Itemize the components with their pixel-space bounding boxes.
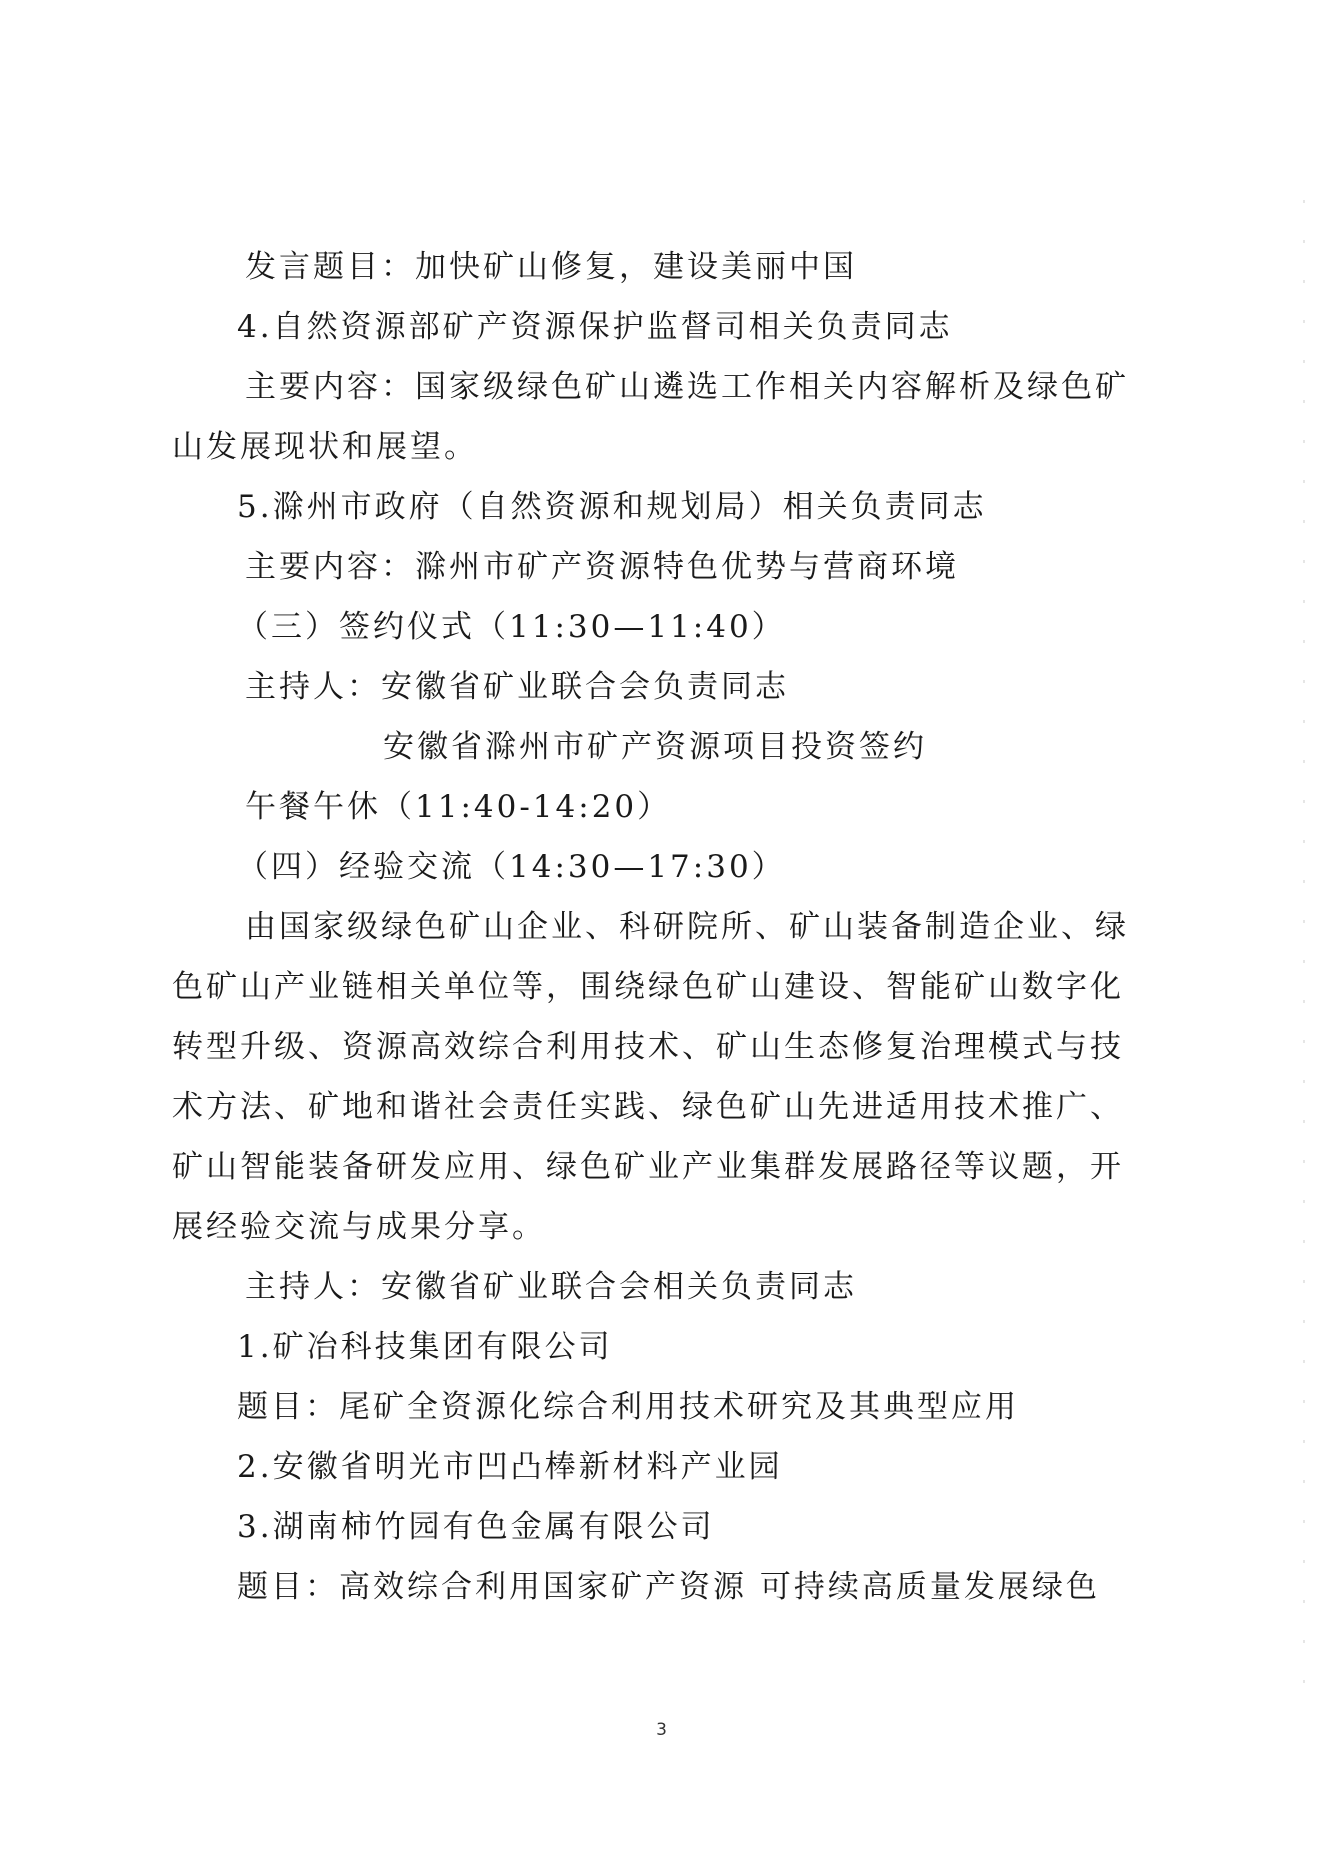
page-number: 3: [656, 1720, 667, 1740]
item-5-content: 主要内容：滁州市矿产资源特色优势与营商环境: [245, 549, 959, 585]
section-4-heading: （四）经验交流（14:30—17:30）: [237, 849, 786, 885]
item-4-speaker: 4.自然资源部矿产资源保护监督司相关负责同志: [237, 309, 953, 345]
item-2-company: 2.安徽省明光市凹凸棒新材料产业园: [237, 1449, 783, 1485]
lunch-break: 午餐午休（11:40-14:20）: [245, 789, 672, 825]
section-3-signing: 安徽省滁州市矿产资源项目投资签约: [383, 729, 927, 765]
section-3-heading: （三）签约仪式（11:30—11:40）: [237, 609, 786, 645]
section-4-paragraph-line-1: 由国家级绿色矿山企业、科研院所、矿山装备制造企业、绿: [245, 909, 1129, 945]
section-4-paragraph-line-2: 色矿山产业链相关单位等，围绕绿色矿山建设、智能矿山数字化: [172, 969, 1124, 1005]
speech-title-line: 发言题目：加快矿山修复，建设美丽中国: [245, 249, 857, 285]
item-1-topic: 题目：尾矿全资源化综合利用技术研究及其典型应用: [237, 1389, 1019, 1425]
item-3-company: 3.湖南柿竹园有色金属有限公司: [237, 1509, 715, 1545]
item-4-content-line-1: 主要内容：国家级绿色矿山遴选工作相关内容解析及绿色矿: [245, 369, 1129, 405]
item-1-company: 1.矿冶科技集团有限公司: [237, 1329, 613, 1365]
section-4-host: 主持人：安徽省矿业联合会相关负责同志: [245, 1269, 857, 1305]
item-4-content-line-2: 山发展现状和展望。: [172, 429, 478, 465]
section-3-host: 主持人：安徽省矿业联合会负责同志: [245, 669, 789, 705]
item-3-topic: 题目：高效综合利用国家矿产资源 可持续高质量发展绿色: [237, 1569, 1100, 1605]
item-5-speaker: 5.滁州市政府（自然资源和规划局）相关负责同志: [237, 489, 987, 525]
section-4-paragraph-line-4: 术方法、矿地和谐社会责任实践、绿色矿山先进适用技术推广、: [172, 1089, 1124, 1125]
section-4-paragraph-line-6: 展经验交流与成果分享。: [172, 1209, 546, 1245]
section-4-paragraph-line-3: 转型升级、资源高效综合利用技术、矿山生态修复治理模式与技: [172, 1029, 1124, 1065]
section-4-paragraph-line-5: 矿山智能装备研发应用、绿色矿业产业集群发展路径等议题，开: [172, 1149, 1124, 1185]
scan-edge-mark: [1303, 200, 1305, 1700]
